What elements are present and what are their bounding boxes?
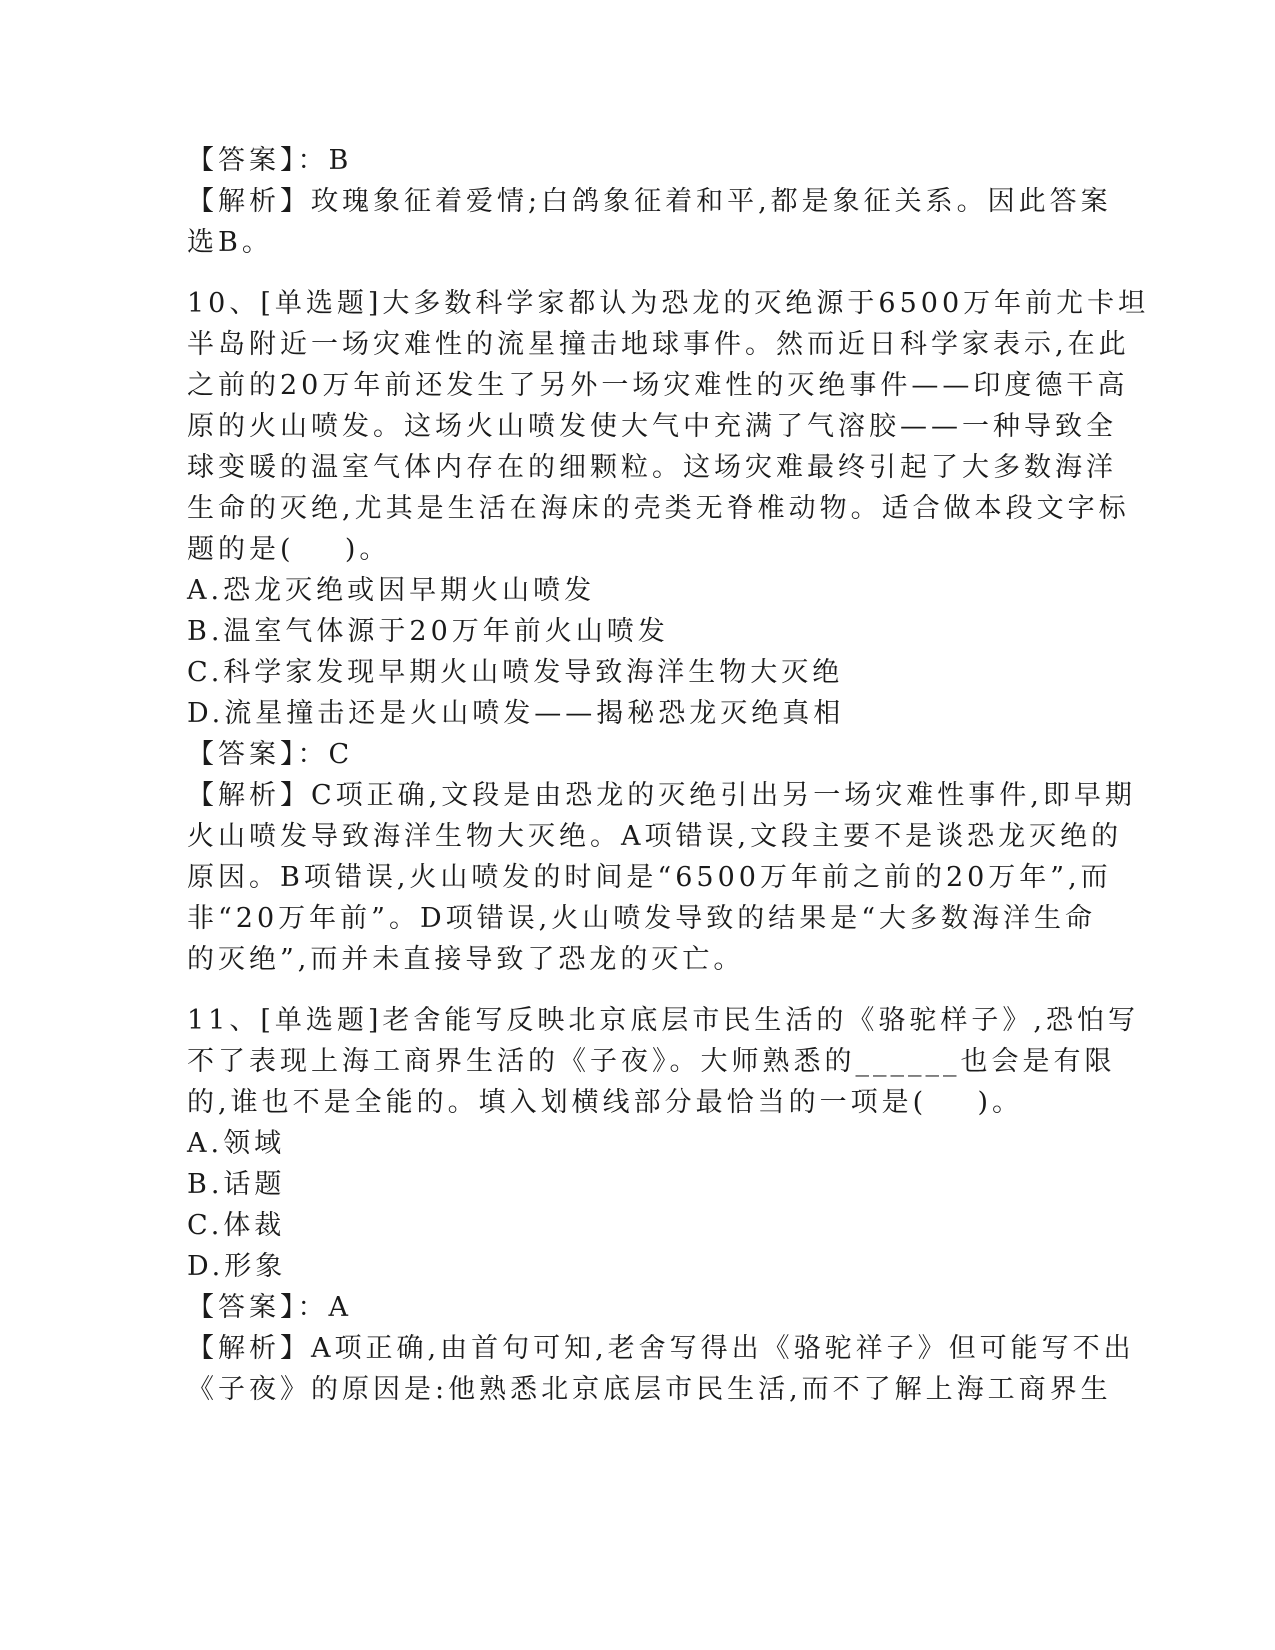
question-stem-line: 半岛附近一场灾难性的流星撞击地球事件。然而近日科学家表示,在此 (187, 329, 1130, 360)
question-stem-line: 之前的20万年前还发生了另外一场灾难性的灭绝事件——印度德干高 (187, 370, 1129, 401)
question-stem-line: 不了表现上海工商界生活的《子夜》。大师熟悉的______也会是有限 (187, 1046, 1116, 1077)
question-stem-line: 原的火山喷发。这场火山喷发使大气中充满了气溶胶——一种导致全 (187, 411, 1117, 442)
question-stem-line: 生命的灭绝,尤其是生活在海床的壳类无脊椎动物。适合做本段文字标 (187, 493, 1130, 524)
option-c: C.体裁 (187, 1210, 286, 1241)
question-stem-line: 10、[单选题]大多数科学家都认为恐龙的灭绝源于6500万年前尤卡坦 (187, 288, 1150, 319)
analysis-line: 【解析】玫瑰象征着爱情;白鸽象征着和平,都是象征关系。因此答案 (187, 186, 1112, 217)
analysis-line: 《子夜》的原因是:他熟悉北京底层市民生活,而不了解上海工商界生 (187, 1374, 1112, 1405)
analysis-line: 火山喷发导致海洋生物大灭绝。A项错误,文段主要不是谈恐龙灭绝的 (187, 821, 1123, 852)
answer-line: 【答案】：B (187, 145, 353, 176)
answer-line: 【答案】：C (187, 739, 354, 770)
question-stem-line: 11、[单选题]老舍能写反映北京底层市民生活的《骆驼样子》,恐怕写 (187, 1005, 1140, 1036)
option-d: D.形象 (187, 1251, 287, 1282)
analysis-line: 原因。B项错误,火山喷发的时间是“6500万年前之前的20万年”,而 (187, 862, 1112, 893)
analysis-line: 选B。 (187, 227, 273, 258)
analysis-line: 【解析】A项正确,由首句可知,老舍写得出《骆驼祥子》但可能写不出 (187, 1333, 1135, 1364)
option-a: A.恐龙灭绝或因早期火山喷发 (187, 575, 596, 606)
analysis-line: 【解析】C项正确,文段是由恐龙的灭绝引出另一场灾难性事件,即早期 (187, 780, 1136, 811)
option-c: C.科学家发现早期火山喷发导致海洋生物大灭绝 (187, 657, 844, 688)
question-stem-line: 的,谁也不是全能的。填入划横线部分最恰当的一项是( )。 (187, 1087, 1023, 1118)
option-b: B.话题 (187, 1169, 286, 1200)
question-stem-line: 球变暖的温室气体内存在的细颗粒。这场灾难最终引起了大多数海洋 (187, 452, 1117, 483)
question-stem-line: 题的是( )。 (187, 534, 391, 565)
option-a: A.领域 (187, 1128, 286, 1159)
answer-line: 【答案】：A (187, 1292, 352, 1323)
option-d: D.流星撞击还是火山喷发——揭秘恐龙灭绝真相 (187, 698, 845, 729)
analysis-line: 非“20万年前”。D项错误,火山喷发导致的结果是“大多数海洋生命 (187, 903, 1096, 934)
analysis-line: 的灭绝”,而并未直接导致了恐龙的灭亡。 (187, 944, 745, 975)
option-b: B.温室气体源于20万年前火山喷发 (187, 616, 669, 647)
